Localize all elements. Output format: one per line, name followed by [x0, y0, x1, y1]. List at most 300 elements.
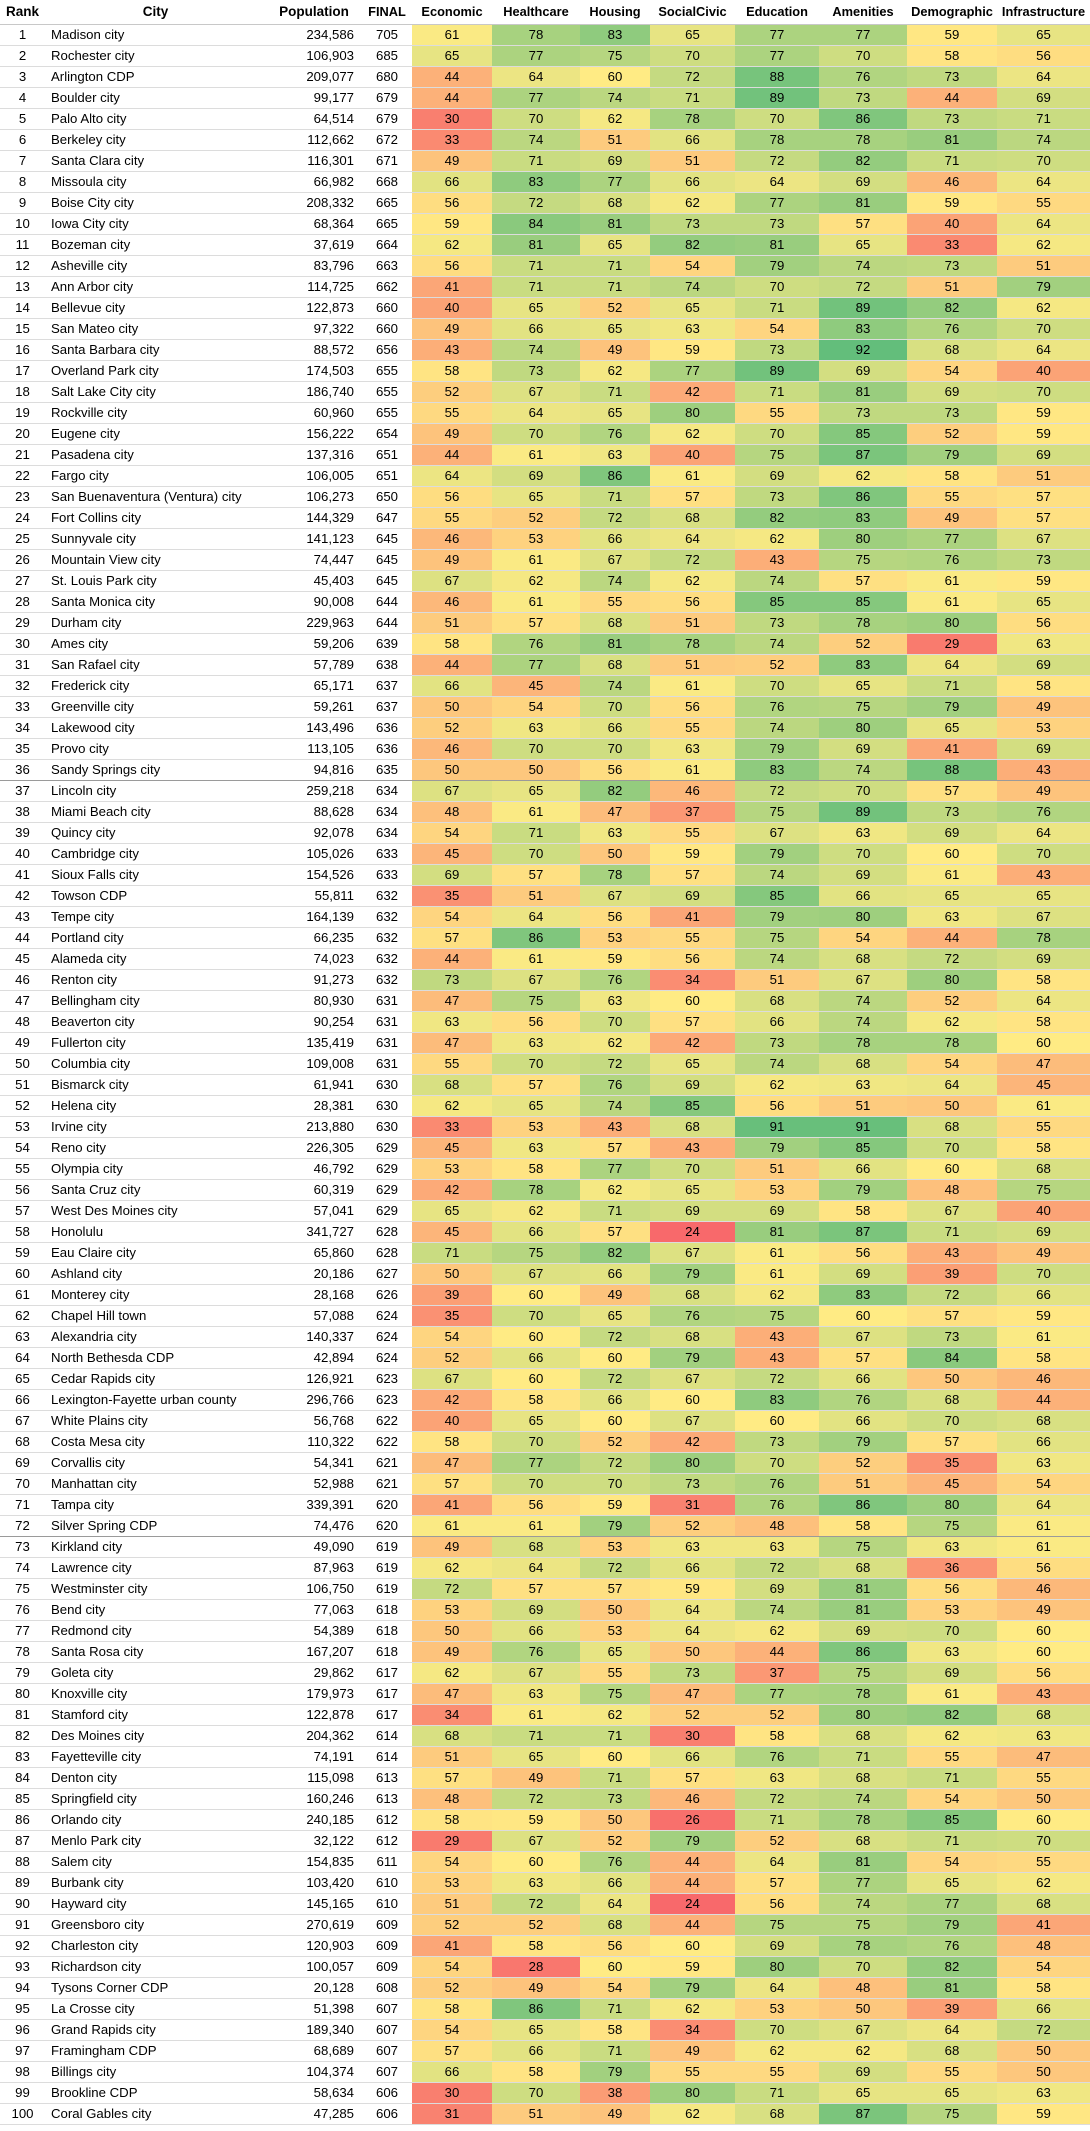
healthcare-score-cell: 61 [492, 445, 580, 466]
infrastructure-score-cell: 55 [997, 193, 1090, 214]
rank-cell: 45 [0, 949, 45, 970]
amenities-score-cell: 86 [819, 487, 907, 508]
education-score-cell: 74 [735, 1054, 819, 1075]
infrastructure-score-cell: 61 [997, 1516, 1090, 1537]
final-score-cell: 668 [362, 172, 412, 193]
rank-cell: 10 [0, 214, 45, 235]
final-score-cell: 665 [362, 193, 412, 214]
housing-score-cell: 66 [580, 718, 650, 739]
socialcivic-score-cell: 57 [650, 865, 735, 886]
economic-score-cell: 54 [412, 2020, 492, 2041]
population-cell: 56,768 [266, 1411, 362, 1432]
demographic-score-cell: 73 [907, 256, 997, 277]
housing-score-cell: 78 [580, 865, 650, 886]
economic-score-cell: 44 [412, 949, 492, 970]
socialcivic-score-cell: 43 [650, 1138, 735, 1159]
healthcare-score-cell: 65 [492, 487, 580, 508]
rank-cell: 29 [0, 613, 45, 634]
socialcivic-score-cell: 79 [650, 1348, 735, 1369]
socialcivic-score-cell: 46 [650, 781, 735, 802]
demographic-score-cell: 81 [907, 1978, 997, 1999]
economic-score-cell: 73 [412, 970, 492, 991]
education-score-cell: 72 [735, 1369, 819, 1390]
rank-cell: 51 [0, 1075, 45, 1096]
header-housing[interactable]: Housing [580, 0, 650, 25]
table-row [0, 655, 1090, 676]
education-score-cell: 62 [735, 1285, 819, 1306]
housing-score-cell: 70 [580, 1474, 650, 1495]
infrastructure-score-cell: 49 [997, 781, 1090, 802]
infrastructure-score-cell: 68 [997, 1705, 1090, 1726]
final-score-cell: 629 [362, 1159, 412, 1180]
city-cell: Santa Rosa city [45, 1642, 266, 1663]
amenities-score-cell: 63 [819, 1075, 907, 1096]
table-row [0, 928, 1090, 949]
amenities-score-cell: 74 [819, 760, 907, 781]
table-row [0, 844, 1090, 865]
socialcivic-score-cell: 24 [650, 1894, 735, 1915]
economic-score-cell: 53 [412, 1873, 492, 1894]
infrastructure-score-cell: 55 [997, 1768, 1090, 1789]
infrastructure-score-cell: 64 [997, 1495, 1090, 1516]
infrastructure-score-cell: 65 [997, 886, 1090, 907]
socialcivic-score-cell: 24 [650, 1222, 735, 1243]
economic-score-cell: 58 [412, 1432, 492, 1453]
amenities-score-cell: 75 [819, 1537, 907, 1558]
city-cell: Goleta city [45, 1663, 266, 1684]
infrastructure-score-cell: 61 [997, 1537, 1090, 1558]
housing-score-cell: 55 [580, 1663, 650, 1684]
healthcare-score-cell: 61 [492, 802, 580, 823]
education-score-cell: 69 [735, 1936, 819, 1957]
healthcare-score-cell: 70 [492, 424, 580, 445]
housing-score-cell: 72 [580, 1369, 650, 1390]
education-score-cell: 62 [735, 1075, 819, 1096]
city-cell: Silver Spring CDP [45, 1516, 266, 1537]
population-cell: 99,177 [266, 88, 362, 109]
final-score-cell: 631 [362, 1012, 412, 1033]
housing-score-cell: 75 [580, 1684, 650, 1705]
economic-score-cell: 72 [412, 1579, 492, 1600]
population-cell: 106,273 [266, 487, 362, 508]
final-score-cell: 629 [362, 1180, 412, 1201]
housing-score-cell: 60 [580, 67, 650, 88]
amenities-score-cell: 78 [819, 1936, 907, 1957]
economic-score-cell: 58 [412, 1810, 492, 1831]
demographic-score-cell: 82 [907, 298, 997, 319]
demographic-score-cell: 75 [907, 2104, 997, 2125]
demographic-score-cell: 76 [907, 319, 997, 340]
header-city[interactable]: City [45, 0, 266, 25]
final-score-cell: 617 [362, 1684, 412, 1705]
population-cell: 29,862 [266, 1663, 362, 1684]
table-row [0, 361, 1090, 382]
socialcivic-score-cell: 54 [650, 256, 735, 277]
demographic-score-cell: 52 [907, 991, 997, 1012]
socialcivic-score-cell: 63 [650, 319, 735, 340]
economic-score-cell: 65 [412, 46, 492, 67]
demographic-score-cell: 59 [907, 25, 997, 46]
city-cell: Bend city [45, 1600, 266, 1621]
economic-score-cell: 52 [412, 718, 492, 739]
economic-score-cell: 33 [412, 130, 492, 151]
final-score-cell: 644 [362, 613, 412, 634]
healthcare-score-cell: 57 [492, 865, 580, 886]
infrastructure-score-cell: 74 [997, 130, 1090, 151]
final-score-cell: 654 [362, 424, 412, 445]
economic-score-cell: 49 [412, 1642, 492, 1663]
header-demographic[interactable]: Demographic [907, 0, 997, 25]
demographic-score-cell: 54 [907, 361, 997, 382]
economic-score-cell: 47 [412, 1684, 492, 1705]
economic-score-cell: 66 [412, 676, 492, 697]
demographic-score-cell: 85 [907, 1810, 997, 1831]
final-score-cell: 624 [362, 1348, 412, 1369]
demographic-score-cell: 88 [907, 760, 997, 781]
city-cell: Fort Collins city [45, 508, 266, 529]
healthcare-score-cell: 65 [492, 2020, 580, 2041]
city-cell: Hayward city [45, 1894, 266, 1915]
healthcare-score-cell: 70 [492, 739, 580, 760]
education-score-cell: 43 [735, 1348, 819, 1369]
healthcare-score-cell: 70 [492, 1054, 580, 1075]
demographic-score-cell: 36 [907, 1558, 997, 1579]
population-cell: 114,725 [266, 277, 362, 298]
infrastructure-score-cell: 79 [997, 277, 1090, 298]
education-score-cell: 75 [735, 445, 819, 466]
final-score-cell: 664 [362, 235, 412, 256]
economic-score-cell: 64 [412, 466, 492, 487]
header-row [0, 0, 1090, 25]
rank-cell: 35 [0, 739, 45, 760]
housing-score-cell: 70 [580, 1012, 650, 1033]
amenities-score-cell: 57 [819, 1348, 907, 1369]
infrastructure-score-cell: 75 [997, 1180, 1090, 1201]
healthcare-score-cell: 65 [492, 298, 580, 319]
table-row [0, 1432, 1090, 1453]
population-cell: 92,078 [266, 823, 362, 844]
amenities-score-cell: 57 [819, 214, 907, 235]
table-row [0, 802, 1090, 823]
population-cell: 87,963 [266, 1558, 362, 1579]
socialcivic-score-cell: 64 [650, 529, 735, 550]
city-cell: White Plains city [45, 1411, 266, 1432]
table-row [0, 1999, 1090, 2020]
header-economic[interactable]: Economic [412, 0, 492, 25]
housing-score-cell: 51 [580, 130, 650, 151]
final-score-cell: 650 [362, 487, 412, 508]
infrastructure-score-cell: 43 [997, 865, 1090, 886]
rank-cell: 18 [0, 382, 45, 403]
amenities-score-cell: 75 [819, 697, 907, 718]
infrastructure-score-cell: 78 [997, 928, 1090, 949]
population-cell: 57,789 [266, 655, 362, 676]
housing-score-cell: 50 [580, 1600, 650, 1621]
education-score-cell: 71 [735, 382, 819, 403]
amenities-score-cell: 81 [819, 1852, 907, 1873]
rank-cell: 22 [0, 466, 45, 487]
city-cell: Beaverton city [45, 1012, 266, 1033]
final-score-cell: 638 [362, 655, 412, 676]
education-score-cell: 72 [735, 151, 819, 172]
economic-score-cell: 31 [412, 2104, 492, 2125]
population-cell: 49,090 [266, 1537, 362, 1558]
healthcare-score-cell: 74 [492, 340, 580, 361]
rank-cell: 9 [0, 193, 45, 214]
socialcivic-score-cell: 70 [650, 1159, 735, 1180]
housing-score-cell: 43 [580, 1117, 650, 1138]
education-score-cell: 79 [735, 1138, 819, 1159]
city-cell: Portland city [45, 928, 266, 949]
rank-cell: 70 [0, 1474, 45, 1495]
housing-score-cell: 60 [580, 1747, 650, 1768]
city-cell: San Mateo city [45, 319, 266, 340]
population-cell: 94,816 [266, 760, 362, 781]
healthcare-score-cell: 61 [492, 550, 580, 571]
amenities-score-cell: 91 [819, 1117, 907, 1138]
demographic-score-cell: 55 [907, 1747, 997, 1768]
amenities-score-cell: 66 [819, 1411, 907, 1432]
city-cell: Sioux Falls city [45, 865, 266, 886]
economic-score-cell: 47 [412, 1033, 492, 1054]
healthcare-score-cell: 64 [492, 67, 580, 88]
amenities-score-cell: 85 [819, 424, 907, 445]
education-score-cell: 62 [735, 1621, 819, 1642]
final-score-cell: 651 [362, 445, 412, 466]
infrastructure-score-cell: 67 [997, 529, 1090, 550]
economic-score-cell: 56 [412, 487, 492, 508]
amenities-score-cell: 86 [819, 1642, 907, 1663]
socialcivic-score-cell: 26 [650, 1810, 735, 1831]
amenities-score-cell: 73 [819, 403, 907, 424]
housing-score-cell: 52 [580, 1831, 650, 1852]
healthcare-score-cell: 59 [492, 1810, 580, 1831]
final-score-cell: 647 [362, 508, 412, 529]
housing-score-cell: 59 [580, 1495, 650, 1516]
housing-score-cell: 56 [580, 1936, 650, 1957]
rank-cell: 58 [0, 1222, 45, 1243]
table-row [0, 760, 1090, 781]
demographic-score-cell: 81 [907, 130, 997, 151]
table-header [0, 0, 1090, 25]
rank-cell: 6 [0, 130, 45, 151]
rank-cell: 44 [0, 928, 45, 949]
housing-score-cell: 76 [580, 970, 650, 991]
table-row [0, 382, 1090, 403]
demographic-score-cell: 50 [907, 1369, 997, 1390]
infrastructure-score-cell: 40 [997, 1201, 1090, 1222]
city-cell: Lincoln city [45, 781, 266, 802]
final-score-cell: 645 [362, 550, 412, 571]
economic-score-cell: 29 [412, 1831, 492, 1852]
rank-cell: 63 [0, 1327, 45, 1348]
population-cell: 135,419 [266, 1033, 362, 1054]
amenities-score-cell: 74 [819, 991, 907, 1012]
rank-cell: 97 [0, 2041, 45, 2062]
education-score-cell: 56 [735, 1096, 819, 1117]
demographic-score-cell: 76 [907, 1936, 997, 1957]
infrastructure-score-cell: 55 [997, 1117, 1090, 1138]
economic-score-cell: 51 [412, 613, 492, 634]
table-row [0, 1663, 1090, 1684]
healthcare-score-cell: 70 [492, 1474, 580, 1495]
table-row [0, 1642, 1090, 1663]
amenities-score-cell: 78 [819, 1810, 907, 1831]
housing-score-cell: 71 [580, 2041, 650, 2062]
education-score-cell: 52 [735, 1705, 819, 1726]
socialcivic-score-cell: 79 [650, 1264, 735, 1285]
infrastructure-score-cell: 55 [997, 1852, 1090, 1873]
city-cell: Chapel Hill town [45, 1306, 266, 1327]
table-row [0, 1957, 1090, 1978]
socialcivic-score-cell: 42 [650, 1033, 735, 1054]
education-score-cell: 83 [735, 1390, 819, 1411]
housing-score-cell: 57 [580, 1138, 650, 1159]
final-score-cell: 628 [362, 1243, 412, 1264]
header-amenities[interactable]: Amenities [819, 0, 907, 25]
socialcivic-score-cell: 73 [650, 214, 735, 235]
amenities-score-cell: 68 [819, 1831, 907, 1852]
socialcivic-score-cell: 71 [650, 88, 735, 109]
table-body [0, 25, 1090, 2125]
rank-cell: 85 [0, 1789, 45, 1810]
population-cell: 103,420 [266, 1873, 362, 1894]
healthcare-score-cell: 69 [492, 466, 580, 487]
housing-score-cell: 65 [580, 1642, 650, 1663]
final-score-cell: 656 [362, 340, 412, 361]
city-cell: Burbank city [45, 1873, 266, 1894]
city-cell: Olympia city [45, 1159, 266, 1180]
final-score-cell: 655 [362, 382, 412, 403]
city-cell: Charleston city [45, 1936, 266, 1957]
economic-score-cell: 30 [412, 2083, 492, 2104]
healthcare-score-cell: 58 [492, 1159, 580, 1180]
demographic-score-cell: 71 [907, 1831, 997, 1852]
header-final[interactable]: FINAL [362, 0, 412, 25]
table-row [0, 886, 1090, 907]
final-score-cell: 612 [362, 1810, 412, 1831]
demographic-score-cell: 65 [907, 1873, 997, 1894]
demographic-score-cell: 46 [907, 172, 997, 193]
demographic-score-cell: 78 [907, 1033, 997, 1054]
header-rank[interactable]: Rank [0, 0, 45, 25]
economic-score-cell: 66 [412, 172, 492, 193]
amenities-score-cell: 60 [819, 1306, 907, 1327]
healthcare-score-cell: 71 [492, 823, 580, 844]
table-row [0, 1348, 1090, 1369]
economic-score-cell: 67 [412, 571, 492, 592]
infrastructure-score-cell: 51 [997, 256, 1090, 277]
housing-score-cell: 71 [580, 487, 650, 508]
population-cell: 204,362 [266, 1726, 362, 1747]
healthcare-score-cell: 70 [492, 1432, 580, 1453]
amenities-score-cell: 80 [819, 529, 907, 550]
housing-score-cell: 62 [580, 109, 650, 130]
header-education[interactable]: Education [735, 0, 819, 25]
population-cell: 88,572 [266, 340, 362, 361]
demographic-score-cell: 54 [907, 1789, 997, 1810]
rank-cell: 68 [0, 1432, 45, 1453]
city-cell: Alexandria city [45, 1327, 266, 1348]
demographic-score-cell: 44 [907, 88, 997, 109]
city-cell: Salem city [45, 1852, 266, 1873]
table-row [0, 1201, 1090, 1222]
demographic-score-cell: 59 [907, 193, 997, 214]
infrastructure-score-cell: 58 [997, 676, 1090, 697]
table-row [0, 25, 1090, 46]
population-cell: 77,063 [266, 1600, 362, 1621]
education-score-cell: 54 [735, 319, 819, 340]
demographic-score-cell: 52 [907, 424, 997, 445]
socialcivic-score-cell: 62 [650, 2104, 735, 2125]
education-score-cell: 81 [735, 1222, 819, 1243]
city-cell: Costa Mesa city [45, 1432, 266, 1453]
socialcivic-score-cell: 65 [650, 1054, 735, 1075]
demographic-score-cell: 54 [907, 1852, 997, 1873]
city-cell: Bismarck city [45, 1075, 266, 1096]
housing-score-cell: 64 [580, 1894, 650, 1915]
housing-score-cell: 72 [580, 508, 650, 529]
table-row [0, 1705, 1090, 1726]
rank-cell: 79 [0, 1663, 45, 1684]
table-row [0, 2020, 1090, 2041]
amenities-score-cell: 69 [819, 2062, 907, 2083]
population-cell: 105,026 [266, 844, 362, 865]
demographic-score-cell: 69 [907, 382, 997, 403]
final-score-cell: 672 [362, 130, 412, 151]
header-population[interactable]: Population [266, 0, 362, 25]
population-cell: 55,811 [266, 886, 362, 907]
population-cell: 106,005 [266, 466, 362, 487]
rank-cell: 69 [0, 1453, 45, 1474]
final-score-cell: 607 [362, 2062, 412, 2083]
amenities-score-cell: 74 [819, 1012, 907, 1033]
education-score-cell: 89 [735, 88, 819, 109]
infrastructure-score-cell: 47 [997, 1747, 1090, 1768]
population-cell: 106,903 [266, 46, 362, 67]
city-cell: Orlando city [45, 1810, 266, 1831]
population-cell: 104,374 [266, 2062, 362, 2083]
education-score-cell: 62 [735, 529, 819, 550]
header-socialcivic[interactable]: SocialCivic [650, 0, 735, 25]
education-score-cell: 85 [735, 886, 819, 907]
socialcivic-score-cell: 69 [650, 1075, 735, 1096]
header-infrastructure[interactable]: Infrastructure [997, 0, 1090, 25]
header-healthcare[interactable]: Healthcare [492, 0, 580, 25]
socialcivic-score-cell: 72 [650, 550, 735, 571]
healthcare-score-cell: 76 [492, 1642, 580, 1663]
economic-score-cell: 62 [412, 235, 492, 256]
final-score-cell: 619 [362, 1537, 412, 1558]
housing-score-cell: 53 [580, 1537, 650, 1558]
socialcivic-score-cell: 79 [650, 1978, 735, 1999]
population-cell: 52,988 [266, 1474, 362, 1495]
healthcare-score-cell: 67 [492, 1663, 580, 1684]
table-row [0, 256, 1090, 277]
amenities-score-cell: 68 [819, 1054, 907, 1075]
housing-score-cell: 74 [580, 1096, 650, 1117]
economic-score-cell: 33 [412, 1117, 492, 1138]
table-row [0, 1978, 1090, 1999]
socialcivic-score-cell: 68 [650, 1117, 735, 1138]
demographic-score-cell: 65 [907, 886, 997, 907]
final-score-cell: 634 [362, 781, 412, 802]
demographic-score-cell: 39 [907, 1264, 997, 1285]
final-score-cell: 614 [362, 1747, 412, 1768]
housing-score-cell: 72 [580, 1054, 650, 1075]
city-cell: Richardson city [45, 1957, 266, 1978]
amenities-score-cell: 51 [819, 1474, 907, 1495]
